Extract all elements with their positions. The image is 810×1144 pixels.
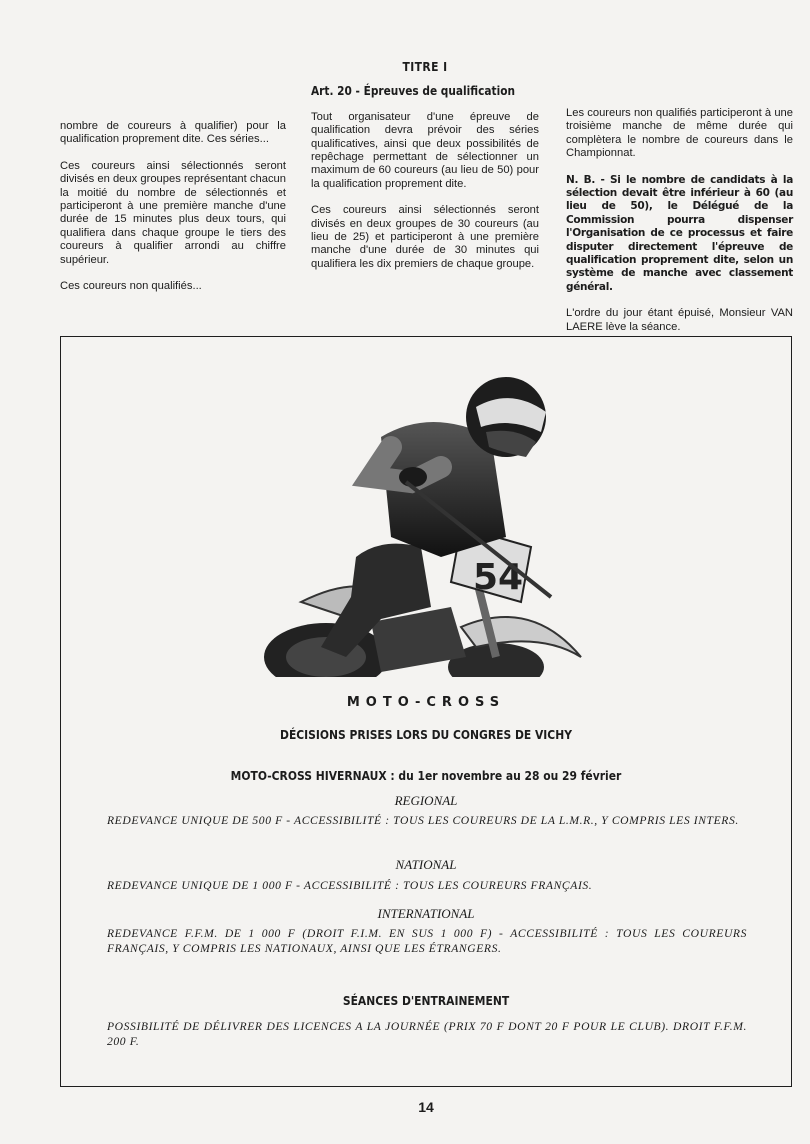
- left-column: [60, 120, 286, 306]
- left-paragraph-3: Ces coureurs non qualifiés...: [60, 280, 202, 293]
- right-paragraph-1: Les coureurs non qualifiés participeront à une troisième manche de même durée qui complètera le nombre de coureurs dans le Championnat.: [566, 107, 793, 160]
- regional-text: REDEVANCE UNIQUE DE 500 F - ACCESSIBILITÉ : TOUS LES COUREURS DE LA L.M.R., Y COMPRIS LES INTERS.: [107, 814, 739, 827]
- middle-column: [311, 60, 539, 284]
- article-heading: Art. 20 - Épreuves de qualification: [311, 84, 516, 99]
- international-text: REDEVANCE F.F.M. DE 1 000 F (DROIT F.I.M. EN SUS 1 000 F) - ACCESSIBILITÉ : TOUS LES COUREURS FRANÇAIS, Y COMPRIS LES NATIONAUX, AINSI QUE LES ÉTRANGERS.: [107, 927, 747, 955]
- national-text: REDEVANCE UNIQUE DE 1 000 F - ACCESSIBILITÉ : TOUS LES COUREURS FRANÇAIS.: [107, 879, 593, 892]
- decisions-heading: DÉCISIONS PRISES LORS DU CONGRES DE VICHY: [280, 727, 572, 742]
- middle-paragraph-1: Tout organisateur d'une épreuve de qualification devra prévoir des séries qualificatives, ainsi que deux possibilités de repêchage permettant de sélectionner un maximum de 60 coureurs (au lieu de 50) pour la qualification proprement dite.: [311, 110, 539, 190]
- left-paragraph-1: nombre de coureurs à qualifier) pour la qualification proprement dite. Ces séries...: [60, 120, 286, 146]
- regional-label: REGIONAL: [394, 793, 458, 808]
- motocross-rider-photo-icon: [261, 357, 591, 677]
- seances-text: POSSIBILITÉ DE DÉLIVRER DES LICENCES A LA JOURNÉE (PRIX 70 F DONT 20 F POUR LE CLUB). DROIT F.F.M. 200 F.: [107, 1020, 747, 1048]
- hivernaux-heading: MOTO-CROSS HIVERNAUX : du 1er novembre au 28 ou 29 février: [230, 768, 622, 783]
- page-number: 14: [418, 1099, 434, 1115]
- left-paragraph-2: Ces coureurs ainsi sélectionnés seront divisés en deux groupes représentant chacun la moitié du nombre de sélectionnés et participeront à une première manche d'une durée de 15 minutes plus deux tours, qui qualifiera dans chaque groupe le tiers des coureurs à qualifier arrondi au chiffre supérieur.: [60, 159, 286, 266]
- nb-note: N. B. - Si le nombre de candidats à la sélection devait être inférieur à 60 (au lieu de 50), le Délégué de la Commission pourra dispenser l'Organisation de ce processus et faire disputer directement l'épreuve de qualification proprement dite, selon un système de manche avec classement général.: [566, 173, 793, 293]
- section-title: TITRE I: [402, 59, 448, 74]
- right-column: [566, 107, 793, 347]
- national-label: NATIONAL: [395, 857, 457, 872]
- bike-number: 54: [473, 557, 524, 598]
- right-paragraph-2: L'ordre du jour étant épuisé, Monsieur VAN LAERE lève la séance.: [566, 307, 793, 333]
- motocross-box: [60, 336, 792, 1087]
- seances-heading: SÉANCES D'ENTRAINEMENT: [342, 993, 510, 1008]
- middle-paragraph-2: Ces coureurs ainsi sélectionnés seront divisés en deux groupes de 30 coureurs (au lieu de 25) et participeront à une première manche d'une durée de 30 minutes qui qualifiera les dix premiers de chaque groupe.: [311, 204, 539, 270]
- motocross-title: MOTO-CROSS: [346, 695, 506, 710]
- international-label: INTERNATIONAL: [377, 906, 475, 921]
